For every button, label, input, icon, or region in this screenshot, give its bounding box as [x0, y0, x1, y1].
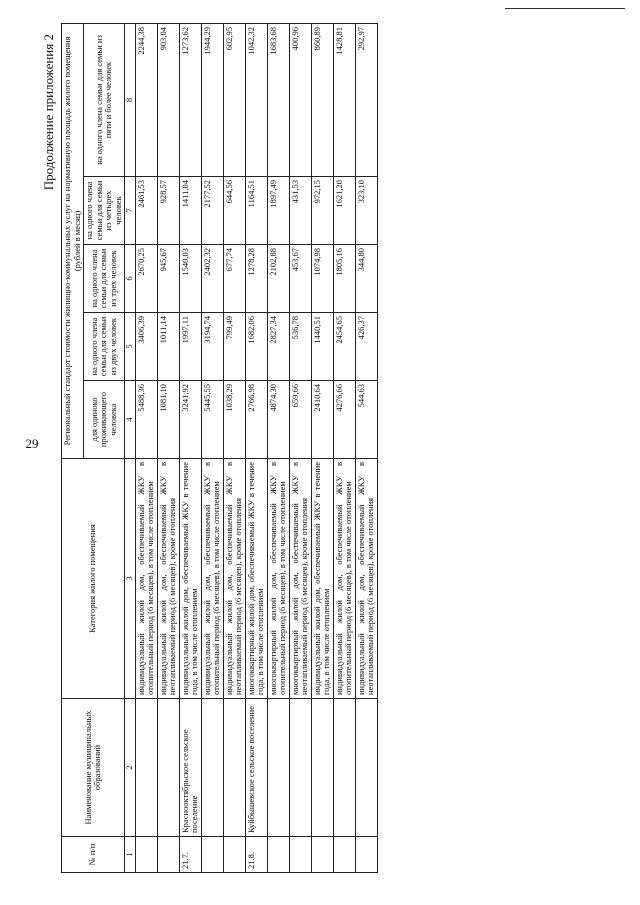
table-row: [289, 23, 311, 872]
cost-value: 426,37: [355, 313, 377, 381]
table-row: [355, 23, 377, 872]
municipality-name: [333, 699, 355, 837]
cost-value: 2102,88: [267, 245, 289, 313]
cost-value: 5445,55: [201, 381, 223, 459]
municipality-name: [157, 699, 179, 837]
housing-category: индивидуальный жилой дом, обеспечиваемый ЖКУ в неотапливаемый период (6 месяцев), кроме отопления: [223, 459, 245, 699]
cost-value: 1278,28: [245, 245, 267, 313]
header-category: Категория жилого помещения: [62, 459, 125, 699]
cost-value: 1081,10: [157, 381, 179, 459]
municipality-name: [135, 699, 157, 837]
housing-category: индивидуальный жилой дом, обеспечиваемый ЖКУ в течение года, в том числе отоплением: [311, 459, 333, 699]
cost-value: 1042,32: [245, 23, 267, 176]
table-row: [201, 23, 223, 872]
cost-value: 4874,30: [267, 381, 289, 459]
cost-value: 1683,68: [267, 23, 289, 176]
cost-value: 2454,65: [333, 313, 355, 381]
cost-value: 972,15: [311, 177, 333, 245]
table-row: [267, 23, 289, 872]
cost-value: 644,56: [223, 177, 245, 245]
row-number: 21.8.: [245, 837, 267, 873]
table-row: [245, 23, 267, 872]
table-row: [223, 23, 245, 872]
cost-value: 1997,11: [179, 313, 201, 381]
housing-category: индивидуальный жилой дом, обеспечиваемый ЖКУ в неотапливаемый период (6 месяцев), кроме отопления: [157, 459, 179, 699]
header-sub: на одного члена семьи для семьи из четырех человек: [84, 177, 125, 245]
cost-value: 602,95: [223, 23, 245, 176]
cost-value: 1074,98: [311, 245, 333, 313]
cost-value: 1038,29: [223, 381, 245, 459]
table-row: [157, 23, 179, 872]
cost-value: 677,74: [223, 245, 245, 313]
municipality-name: [311, 699, 333, 837]
cost-value: 3406,39: [135, 313, 157, 381]
row-number: [289, 837, 311, 873]
cost-value: 431,53: [289, 177, 311, 245]
cost-value: 1428,81: [333, 23, 355, 176]
cost-value: 1897,49: [267, 177, 289, 245]
row-number: [201, 837, 223, 873]
rotated-page: [35, 24, 635, 873]
cost-value: 3241,92: [179, 381, 201, 459]
column-number: 7: [125, 177, 136, 245]
municipality-name: [289, 699, 311, 837]
column-number: 1: [125, 837, 136, 873]
column-number: 5: [125, 313, 136, 381]
cost-value: 1273,62: [179, 23, 201, 176]
row-number: [355, 837, 377, 873]
cost-value: 2461,53: [135, 177, 157, 245]
cost-value: 860,89: [311, 23, 333, 176]
cost-value: 5488,36: [135, 381, 157, 459]
cost-value: 799,49: [223, 313, 245, 381]
page-number: 29: [25, 436, 39, 451]
cost-value: 400,96: [289, 23, 311, 176]
table-row: [333, 23, 355, 872]
row-number: [223, 837, 245, 873]
housing-category: многоквартирный жилой дом, обеспечиваемый ЖКУ в неотапливаемый период (6 месяцев), кроме отопления: [289, 459, 311, 699]
housing-category: индивидуальный жилой дом, обеспечиваемый ЖКУ в отопительный период (6 месяцев), в том числе отоплением: [333, 459, 355, 699]
row-number: [157, 837, 179, 873]
cost-value: 659,66: [289, 381, 311, 459]
cost-value: 2670,25: [135, 245, 157, 313]
cost-value: 2244,38: [135, 23, 157, 176]
housing-category: многоквартирный жилой дом, обеспечиваемый ЖКУ в отопительный период (6 месяцев), в том числе отоплением: [267, 459, 289, 699]
cost-value: 2827,34: [267, 313, 289, 381]
housing-category: индивидуальный жилой дом, обеспечиваемый ЖКУ в неотапливаемый период (6 месяцев), кроме отопления: [355, 459, 377, 699]
column-number: 8: [125, 23, 136, 176]
table-row: [135, 23, 157, 872]
header-sub: на одного члена семьи для семьи из пяти и более человек: [84, 23, 125, 176]
cost-value: 2410,64: [311, 381, 333, 459]
cost-value: 1440,51: [311, 313, 333, 381]
housing-category: многоквартирный жилой дом, обеспечиваемый ЖКУ в течение года, в том числе отоплением: [245, 459, 267, 699]
municipality-name: [355, 699, 377, 837]
cost-value: 1621,20: [333, 177, 355, 245]
cost-value: 453,67: [289, 245, 311, 313]
cost-value: 1540,03: [179, 245, 201, 313]
housing-cost-table: [61, 23, 378, 873]
row-number: [333, 837, 355, 873]
cost-value: 344,80: [355, 245, 377, 313]
header-rule: [505, 8, 625, 9]
cost-value: 1682,06: [245, 313, 267, 381]
municipality-name: [267, 699, 289, 837]
cost-value: 323,10: [355, 177, 377, 245]
housing-category: индивидуальный жилой дом, обеспечиваемый ЖКУ в отопительный период (6 месяцев), в том числе отоплением: [201, 459, 223, 699]
table-row: [179, 23, 201, 872]
cost-value: 536,78: [289, 313, 311, 381]
cost-value: 4276,66: [333, 381, 355, 459]
row-number: [311, 837, 333, 873]
municipality-name: [201, 699, 223, 837]
cost-value: 945,67: [157, 245, 179, 313]
column-number: 2: [125, 699, 136, 837]
cost-value: 3194,74: [201, 313, 223, 381]
row-number: [135, 837, 157, 873]
table-body: [135, 23, 377, 872]
cost-value: 1411,04: [179, 177, 201, 245]
cost-value: 2766,98: [245, 381, 267, 459]
cost-value: 544,63: [355, 381, 377, 459]
municipality-name: Куйбышевское сельское поселение: [245, 699, 267, 837]
header-name: Наименование муниципальных образований: [62, 699, 125, 837]
header-num: № п/п: [62, 837, 125, 873]
table-row: [311, 23, 333, 872]
municipality-name: Краснооктябрьское сельское поселение: [179, 699, 201, 837]
cost-value: 928,57: [157, 177, 179, 245]
cost-value: 1805,16: [333, 245, 355, 313]
header-standard: Региональный стандарт стоимости жилищно-коммунальных услуг на нормативную площадь жилого помещения (рублей в месяц): [62, 23, 84, 458]
row-number: [267, 837, 289, 873]
column-number: 6: [125, 245, 136, 313]
column-number: 3: [125, 459, 136, 699]
cost-value: 1164,51: [245, 177, 267, 245]
cost-value: 903,04: [157, 23, 179, 176]
column-number: 4: [125, 381, 136, 459]
housing-category: индивидуальный жилой дом, обеспечиваемый ЖКУ в течение года, в том числе отоплением: [179, 459, 201, 699]
header-sub: на одного члена семьи для семьи из трех человек: [84, 245, 125, 313]
header-sub: для одиноко проживающего человека: [84, 381, 125, 459]
header-sub: на одного члена семьи для семьи из двух человек: [84, 313, 125, 381]
cost-value: 2177,52: [201, 177, 223, 245]
appendix-caption: Продолжение приложения 2: [41, 34, 56, 191]
cost-value: 2402,32: [201, 245, 223, 313]
municipality-name: [223, 699, 245, 837]
row-number: 21.7.: [179, 837, 201, 873]
cost-value: 1944,29: [201, 23, 223, 176]
housing-category: индивидуальный жилой дом, обеспечиваемый ЖКУ в отопительный период (6 месяцев), в том числе отоплением: [135, 459, 157, 699]
cost-value: 1011,14: [157, 313, 179, 381]
cost-value: 292,97: [355, 23, 377, 176]
